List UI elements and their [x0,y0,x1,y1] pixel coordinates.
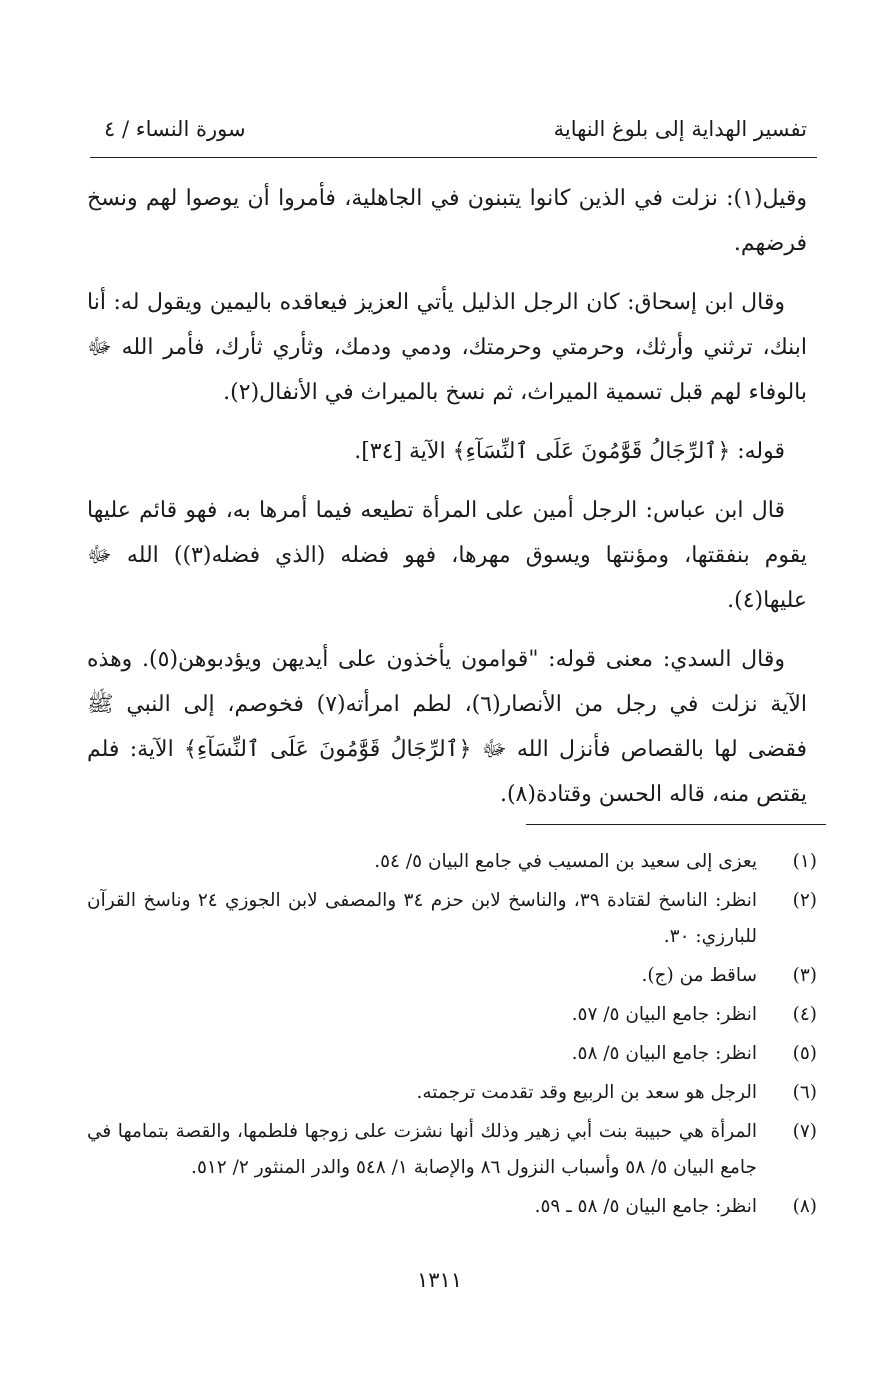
footnote-item [87,958,817,994]
footnote-item [87,844,817,880]
header-rule [90,157,817,158]
footnote-number: (٥) [792,1043,817,1064]
paragraph-1: وقيل(١): نزلت في الذين كانوا يتبنون في الجاهلية، فأمروا أن يوصوا لهم ونسخ فرضهم. [87,186,807,256]
footnote-text: انظر: جامع البيان ٥/ ٥٨. [571,1043,757,1064]
footnote-text: الرجل هو سعد بن الربيع وقد تقدمت ترجمته. [416,1082,757,1103]
footnote-text: انظر: الناسخ لقتادة ٣٩، والناسخ لابن حزم ٣٤ والمصفى لابن الجوزي ٢٤ وناسخ القرآن للبارزي: ٣٠. [87,890,757,947]
footnote-text: المرأة هي حبيبة بنت أبي زهير وذلك أنها نشزت على زوجها فلطمها، والقصة بتمامها في جامع البيان ٥/ ٥٨ وأسباب النزول ٨٦ والإصابة ١/ ٥٤٨ والدر المنثور ٢/ ٥١٢. [87,1121,757,1178]
running-header-surah: سورة النساء / ٤ [104,117,246,141]
paragraph-4: وقال السدي: معنى قوله: "قوامون يأخذون على أيديهن ويؤدبوهن(٥). وهذه الآية نزلت في رجل من الأنصار(٦)، لطم امرأته(٧) فخوصم، إلى النبي ﷺ فقضى لها بالقصاص فأنزل الله ﷻ ﴿ٱلرِّجَالُ قَوَّٰمُونَ عَلَى ٱلنِّسَآءِ﴾ الآية: فلم يقتص منه، قاله الحسن وقتادة(٨). [87,647,807,807]
footnote-text: يعزى إلى سعيد بن المسيب في جامع البيان ٥/ ٥٤. [374,851,757,872]
main-text [87,176,807,831]
footnotes [87,844,817,1228]
paragraph-verse: قوله: ﴿ٱلرِّجَالُ قَوَّٰمُونَ عَلَى ٱلنِّسَآءِ﴾ الآية [٣٤]. [354,439,785,464]
footnote-rule [526,824,826,825]
footnote-number: (٢) [792,890,817,911]
footnote-text: انظر: جامع البيان ٥/ ٥٨ ـ ٥٩. [534,1196,757,1217]
footnote-text: انظر: جامع البيان ٥/ ٥٧. [571,1004,757,1025]
footnote-number: (٤) [792,1004,817,1025]
footnote-item [87,883,817,955]
footnote-item [87,1189,817,1225]
footnote-item [87,1075,817,1111]
footnote-item [87,997,817,1033]
footnote-number: (٨) [792,1196,817,1217]
footnote-item [87,1114,817,1186]
paragraph-3: قال ابن عباس: الرجل أمين على المرأة تطيعه فيما أمرها به، فهو قائم عليها يقوم بنفقتها، ومؤنتها ويسوق مهرها، فهو فضله (الذي فضله(٣)) الله ﷻ عليها(٤). [87,498,807,613]
footnote-number: (٦) [792,1082,817,1103]
footnote-number: (٧) [792,1121,817,1142]
footnote-number: (١) [792,851,817,872]
paragraph-2: وقال ابن إسحاق: كان الرجل الذليل يأتي العزيز فيعاقده باليمين ويقول له: أنا ابنك، ترثني وأرثك، وحرمتي وحرمتك، ودمي ودمك، وثأري ثأرك، فأمر الله ﷻ بالوفاء لهم قبل تسمية الميراث، ثم نسخ بالميراث في الأنفال(٢). [87,290,807,405]
footnote-number: (٣) [792,965,817,986]
footnote-text: ساقط من (ج). [641,965,757,986]
footnote-item [87,1036,817,1072]
page-number: ١٣١١ [416,1268,463,1292]
running-header-book-title: تفسير الهداية إلى بلوغ النهاية [553,117,807,141]
